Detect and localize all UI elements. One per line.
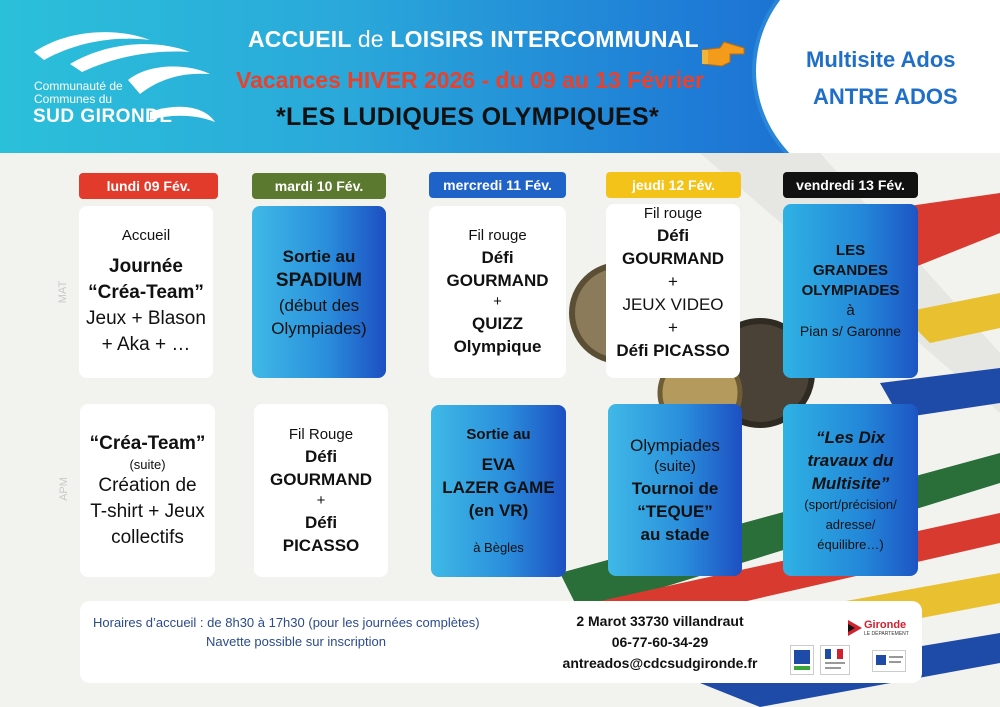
card-text: Création de (98, 474, 197, 496)
card-text: + (668, 318, 678, 337)
activity-card-wed-afternoon (431, 405, 566, 577)
day-label-wednesday: mercredi 11 Fév. (429, 172, 566, 198)
page-title (248, 26, 699, 53)
shuttle-note: Navette possible sur inscription (206, 634, 386, 649)
day-label-tuesday: mardi 10 Fév. (252, 173, 386, 199)
pointing-hand-icon (700, 38, 746, 70)
card-text: Sortie au (466, 425, 531, 443)
republique-icon (821, 646, 849, 674)
card-text: LAZER GAME (442, 477, 555, 497)
card-text: + (316, 491, 326, 509)
card-text: GOURMAND (270, 469, 372, 489)
activity-card-thu-afternoon (608, 404, 742, 576)
card-text: (suite) (129, 456, 166, 472)
partner-logo (872, 650, 906, 672)
activity-card-fri-morning (783, 204, 918, 378)
card-text: “Créa-Team” (89, 432, 206, 454)
card-text: Tournoi de (631, 479, 719, 498)
activity-card-mon-afternoon (80, 404, 215, 577)
card-text: adresse/ (825, 516, 876, 532)
card-text: (sport/précision/ (804, 496, 897, 512)
card-text: JEUX VIDEO (622, 295, 724, 314)
card-text: “Les Dix (816, 427, 885, 447)
partner-icon (873, 651, 905, 671)
cdc-logo (30, 22, 230, 132)
card-text: “TEQUE” (637, 502, 713, 521)
card-text: Pian s/ Garonne (799, 323, 902, 339)
card-text: + (668, 272, 678, 291)
card-text: GOURMAND (446, 271, 549, 290)
dates-line: Vacances HIVER 2026 - du 09 au 13 Février (236, 67, 704, 93)
card-text: T-shirt + Jeux (90, 500, 205, 522)
logo-line3: SUD GIRONDE (33, 106, 173, 127)
day-label-thursday: jeudi 12 Fév. (606, 172, 741, 198)
card-text: QUIZZ (472, 314, 523, 333)
opening-hours: Horaires d’accueil : de 8h30 à 17h30 (pour les journées complètes) (93, 615, 480, 630)
academie-logo (820, 645, 850, 675)
title-part1: ACCUEIL (248, 26, 352, 52)
card-text: GOURMAND (622, 249, 724, 268)
card-text: GRANDES (812, 262, 888, 279)
card-text: PICASSO (282, 535, 360, 555)
day-label-monday: lundi 09 Fév. (79, 173, 218, 199)
card-text: au stade (640, 525, 710, 544)
card-text: + Aka + … (101, 334, 191, 355)
title-part2: de (357, 26, 384, 52)
card-text: Fil rouge (468, 227, 527, 244)
card-text: Fil Rouge (288, 425, 354, 443)
card-text: Olympiades) (271, 318, 367, 338)
activity-card-tue-afternoon (254, 404, 388, 577)
address: 2 Marot 33730 villandraut (576, 613, 744, 629)
logo-line2: Communes du (34, 92, 113, 106)
caf-logo (790, 645, 814, 675)
card-text: Défi (656, 226, 690, 245)
card-text: Sortie au (282, 246, 356, 266)
card-text: LES (835, 242, 866, 259)
card-text: Journée (109, 256, 183, 277)
side-label-afternoon: APM (57, 477, 70, 501)
card-text: Défi (481, 248, 514, 267)
gironde-name: Gironde (864, 619, 907, 631)
card-text: Défi (304, 446, 338, 466)
activity-card-fri-afternoon (783, 404, 918, 576)
theme-line: *LES LUDIQUES OLYMPIQUES* (276, 103, 660, 131)
activity-card-wed-morning (429, 206, 566, 378)
card-text: Fil rouge (643, 205, 703, 222)
card-text: + (493, 293, 502, 310)
card-text: EVA (481, 454, 516, 474)
card-text: Jeux + Blason (86, 308, 206, 329)
card-text: (suite) (654, 458, 696, 475)
card-text: SPADIUM (275, 269, 363, 291)
card-text: à (846, 302, 855, 319)
multisite-badge (752, 0, 1000, 153)
card-text: Défi (304, 512, 338, 532)
activity-card-mon-morning (79, 206, 213, 378)
gironde-subtitle: LE DÉPARTEMENT (864, 631, 909, 637)
badge-line1: Multisite Ados (806, 47, 956, 72)
gironde-mark-icon (848, 620, 862, 636)
card-text: Accueil (121, 227, 171, 244)
title-part3: LOISIRS INTERCOMMUNAL (390, 26, 699, 52)
card-text: Défi PICASSO (616, 341, 730, 360)
activity-card-tue-morning (252, 206, 386, 378)
card-text: équilibre…) (817, 536, 884, 552)
caf-icon (791, 646, 813, 674)
side-label-morning: MAT (57, 280, 70, 304)
card-text: travaux du (807, 450, 894, 470)
phone: 06-77-60-34-29 (611, 634, 709, 650)
card-text: Olympique (453, 337, 542, 356)
card-text: (début des (278, 295, 360, 315)
activity-card-thu-morning (606, 204, 740, 378)
email-link[interactable]: antreados@cdcsudgironde.fr (562, 655, 758, 671)
card-text: collectifs (111, 526, 184, 548)
logo-line1: Communauté de (34, 79, 123, 93)
card-text: Multisite” (811, 473, 890, 493)
card-text: (en VR) (468, 500, 529, 520)
card-text: Olympiades (630, 436, 720, 455)
card-text: OLYMPIADES (801, 282, 900, 299)
day-label-friday: vendredi 13 Fév. (783, 172, 918, 198)
card-text: à Bègles (473, 539, 524, 555)
header-banner (0, 0, 1000, 153)
badge-line2: ANTRE ADOS (813, 84, 958, 109)
card-text: “Créa-Team” (88, 282, 204, 303)
